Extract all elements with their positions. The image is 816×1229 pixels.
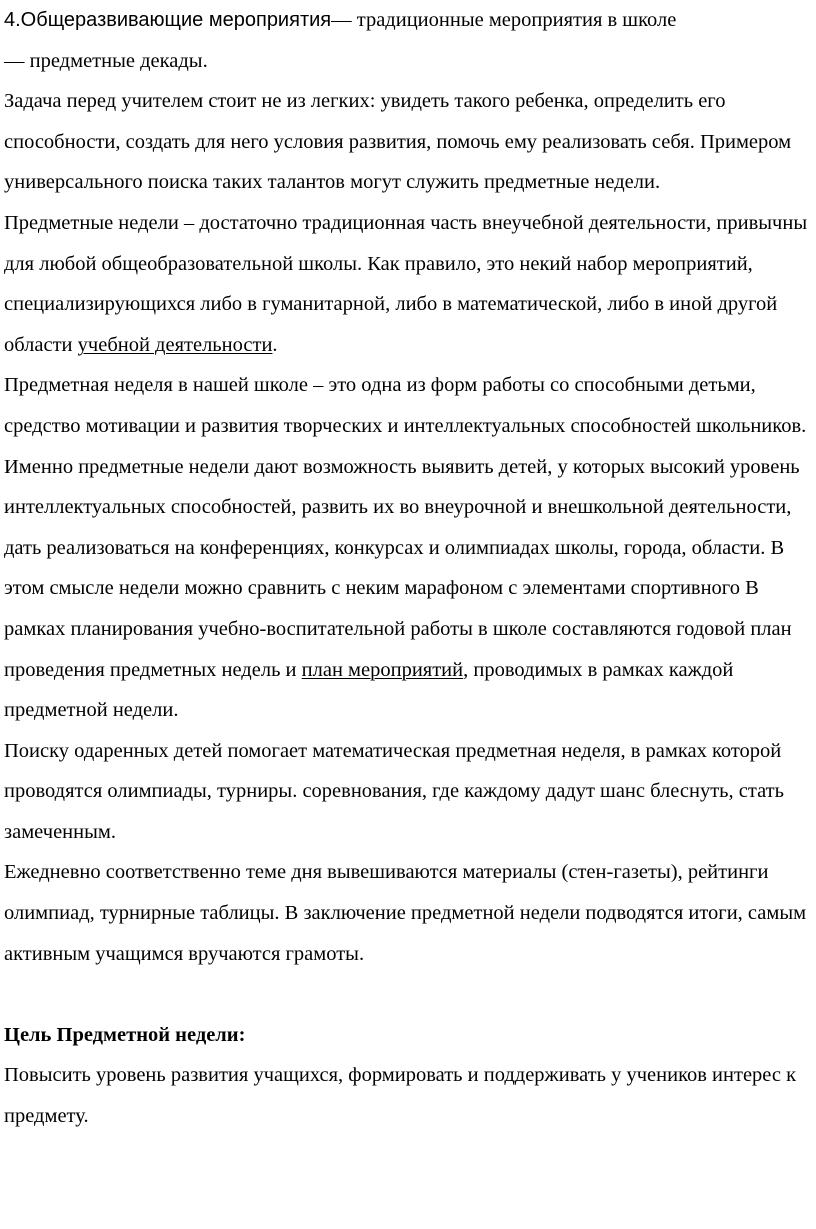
paragraph-subject-weeks-text: Предметные недели – достаточно традиционная часть внеучебной деятельности, привычны для любой общеобразовательной школы. Как правило, это некий набор мероприятий, специализирующихся либо в гуманитарной, либо в математической, либо в иной другой области [4,211,808,356]
section-title: 4.Общеразвивающие мероприятия [4,9,332,31]
link-educational-activity[interactable]: учебной деятельности [77,333,273,356]
section-title-continuation: — традиционные мероприятия в школе [331,9,677,31]
paragraph-subject-weeks [4,203,816,365]
blank-line [4,974,816,1015]
paragraph-task: Задача перед учителем стоит не из легких: увидеть такого ребенка, определить его способности, создать для него условия развития, помочь ему реализовать себя. Примером универсального поиска таких талантов могут служить предметные недели. [4,90,792,194]
section-title-paragraph [4,0,816,81]
paragraph-subject-weeks-end: . [272,333,278,356]
goal-text: Повысить уровень развития учащихся, формировать и поддерживать у учеников интерес к предмету. [4,1064,797,1128]
section-title-line2: — предметные декады. [4,49,208,72]
paragraph-daily-materials: Ежедневно соответственно теме дня вывешиваются материалы (стен-газеты), рейтинги олимпиад, турнирные таблицы. В заключение предметной недели подводятся итоги, самым активным учащимся вручаются грамоты. [4,861,807,965]
paragraph-school-week-text: Предметная неделя в нашей школе – это одна из форм работы со способными детьми, средство мотивации и развития творческих и интеллектуальных способностей школьников. Именно предметные недели дают возможность выявить детей, у которых высокий уровень интеллектуальных способностей, развить их во внеурочной и внешкольной деятельности, дать реализоваться на конференциях, конкурсах и олимпиадах школы, города, области. В этом смысле недели можно сравнить с неким марафоном с элементами спортивного В рамках планирования учебно-воспитательной работы в школе составляются годовой план проведения предметных недель и [4,374,807,681]
paragraph-school-week [4,365,816,730]
link-event-plan[interactable]: план мероприятий [301,658,464,681]
document-body [4,0,816,1137]
goal-heading: Цель Предметной недели: [4,1023,246,1046]
paragraph-gifted-search: Поиску одаренных детей помогает математическая предметная неделя, в рамках которой проводятся олимпиады, турниры. соревнования, где каждому дадут шанс блеснуть, стать замеченным. [4,739,784,843]
paragraph-school-week-end: , проводимых в рамках каждой предметной недели. [4,658,734,722]
